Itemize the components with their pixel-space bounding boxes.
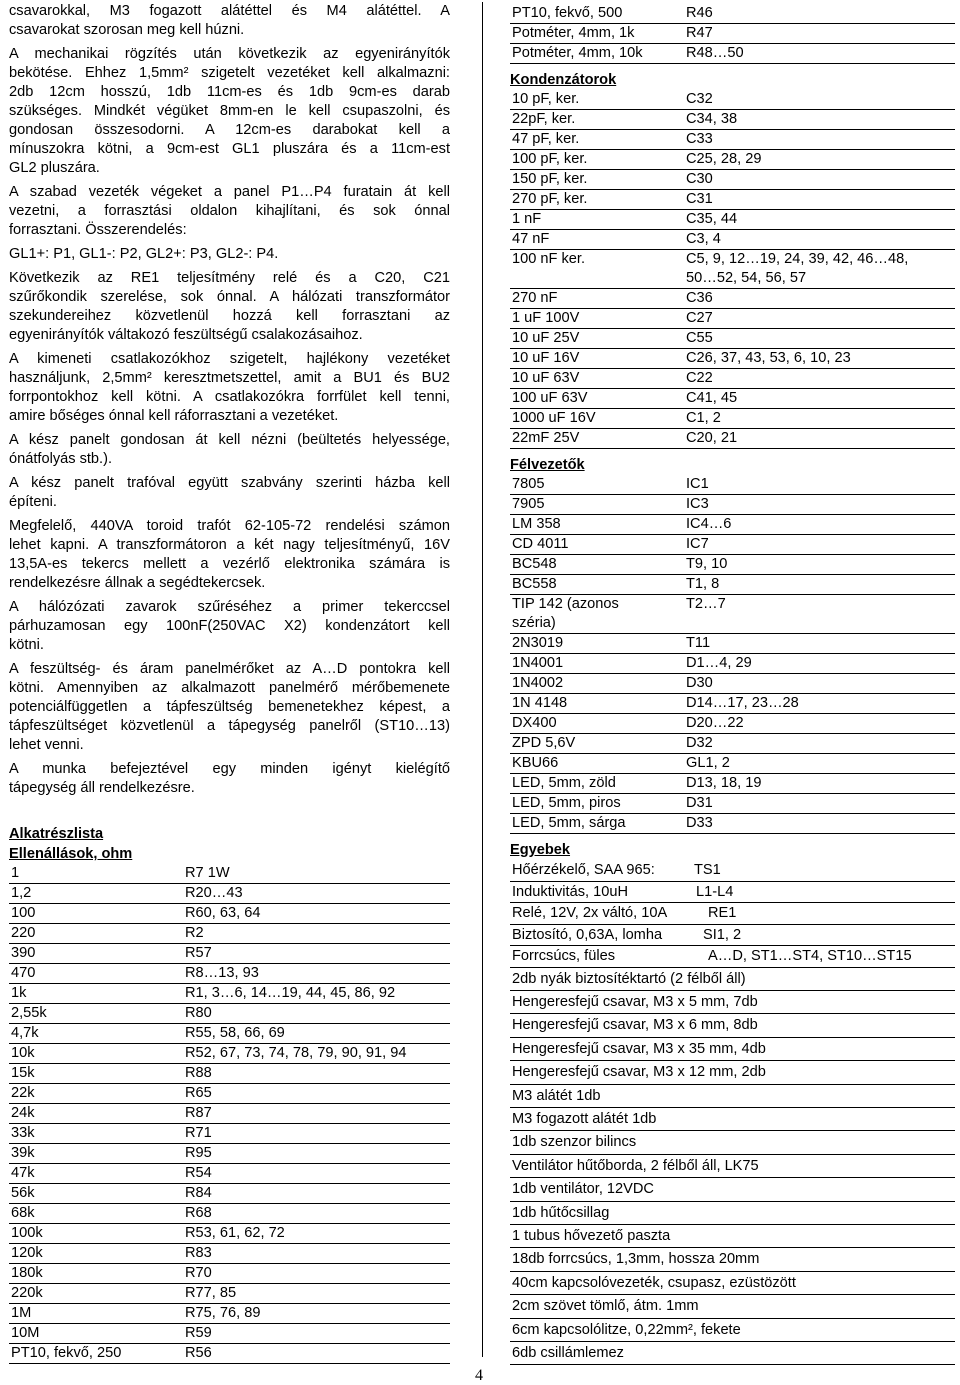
potentiometers-table <box>510 4 955 64</box>
part-designators: C32 <box>684 90 955 110</box>
resistor-designators: R52, 67, 73, 74, 78, 79, 90, 91, 94 <box>183 1044 450 1064</box>
part-name: BC548 <box>510 555 684 575</box>
text-line: A hálózózati zavarok szűréséhez a primer tekerccsel <box>9 599 450 615</box>
text-line: egyenirányítók váltakozó feszültségű csalakozásaihoz. <box>9 327 363 343</box>
paragraph <box>9 660 450 755</box>
paragraph <box>9 517 450 593</box>
table-row <box>510 90 955 110</box>
table-row <box>510 409 955 429</box>
other-item: M3 fogazott alátét 1db <box>510 1108 955 1131</box>
resistor-value: 22k <box>9 1084 183 1104</box>
table-row <box>9 1244 450 1264</box>
table-row <box>510 674 955 694</box>
capacitors-heading: Kondenzátorok <box>510 72 617 88</box>
table-row <box>510 230 955 250</box>
text-line: kötni. Amennyiben az alkalmazott panelmérő mérőbemenete <box>9 680 450 696</box>
paragraph <box>9 350 450 426</box>
table-row <box>9 964 450 984</box>
table-row <box>9 1284 450 1304</box>
other-item: 2db nyák biztosítéktartó (2 félből áll) <box>510 968 955 991</box>
part-continuation: széria) <box>512 615 556 631</box>
table-row <box>510 495 955 515</box>
table-row <box>510 329 955 349</box>
other-item: 2cm szövet tömlő, átm. 1mm <box>510 1295 955 1318</box>
table-row <box>510 694 955 714</box>
part-name: 22pF, ker. <box>510 110 684 130</box>
other-item: Ventilátor hűtőborda, 2 félből áll, LK75 <box>510 1155 955 1178</box>
text-line: A feszültség- és áram panelmérőket az A…D pontokra kell <box>9 661 450 677</box>
part-designators: D32 <box>684 734 955 754</box>
text-line: kötni. <box>9 637 44 653</box>
table-row <box>9 864 450 884</box>
part-name: 1 nF <box>510 210 684 230</box>
resistor-designators: R53, 61, 62, 72 <box>183 1224 450 1244</box>
table-row <box>510 634 955 654</box>
table-row <box>9 1144 450 1164</box>
other-heading: Egyebek <box>510 842 571 858</box>
other-item: 40cm kapcsolóvezeték, csupasz, ezüstözött <box>510 1272 955 1295</box>
other-part-row <box>510 925 955 947</box>
text-line: 13,5A-es tekercs mellett a vezérlő elektronika számára is <box>9 556 450 572</box>
text-line: szekundereihez közvetlenül hozzá kell forrasztani az <box>9 308 450 324</box>
right-column <box>510 4 955 1365</box>
text-line: építeni. <box>9 494 57 510</box>
table-row <box>510 309 955 329</box>
resistor-value: 56k <box>9 1184 183 1204</box>
part-name: Forrcsúcs, füles <box>512 948 615 964</box>
text-line: mínuszokra kötni, a 9cm-est GL1 pluszára és a 11cm-est <box>9 141 450 157</box>
text-line: Megfelelő, 440VA toroid trafót 62-105-72 rendelési számon <box>9 518 450 534</box>
resistors-heading: Ellenállások, ohm <box>9 846 133 862</box>
paragraph <box>9 2 450 40</box>
part-designators-line: C5, 9, 12…19, 24, 39, 42, 46…48, <box>686 251 909 267</box>
table-row <box>510 429 955 449</box>
resistor-value: 4,7k <box>9 1024 183 1044</box>
part-designators: C27 <box>684 309 955 329</box>
resistor-value: 120k <box>9 1244 183 1264</box>
part-name: 1000 uF 16V <box>510 409 684 429</box>
part-designators: C26, 37, 43, 53, 6, 10, 23 <box>684 349 955 369</box>
other-item: 1db ventilátor, 12VDC <box>510 1178 955 1201</box>
part-name: LED, 5mm, sárga <box>510 814 684 834</box>
part-name: Induktivitás, 10uH <box>512 883 629 900</box>
part-designators: T11 <box>684 634 955 654</box>
part-designators: C34, 38 <box>684 110 955 130</box>
part-name: LED, 5mm, piros <box>510 794 684 814</box>
other-item: Hengeresfejű csavar, M3 x 12 mm, 2db <box>510 1061 955 1084</box>
text-line: 2db 12cm hosszú, 1db 11cm-es és 1db 9cm-es darab <box>9 84 450 100</box>
part-name: 10 uF 16V <box>510 349 684 369</box>
part-name: 1 uF 100V <box>510 309 684 329</box>
text-line: lehet venni. <box>9 737 84 753</box>
text-line: bekötése. Ehhez 1,5mm² szigetelt vezetéket kell alkalmazni: <box>9 65 450 81</box>
table-row <box>510 575 955 595</box>
table-row <box>510 654 955 674</box>
table-row <box>9 1344 450 1364</box>
resistor-designators: R56 <box>183 1344 450 1364</box>
part-name: DX400 <box>510 714 684 734</box>
paragraph <box>9 245 450 264</box>
resistor-value: 100 <box>9 904 183 924</box>
part-name: 1N 4148 <box>510 694 684 714</box>
resistor-designators: R77, 85 <box>183 1284 450 1304</box>
part-designators: A…D, ST1…ST4, ST10…ST15 <box>708 948 912 964</box>
part-designators: D20…22 <box>684 714 955 734</box>
table-row <box>510 734 955 754</box>
text-line: használjunk, 2,5mm² keresztmetszettel, amit a BU1 és BU2 <box>9 370 450 386</box>
part-designators: C41, 45 <box>684 389 955 409</box>
part-designators: RE1 <box>708 905 737 921</box>
other-item: 6cm kapcsolólitze, 0,22mm², fekete <box>510 1319 955 1342</box>
part-designators: C35, 44 <box>684 210 955 230</box>
text-line: lehet kapni. A transzformátoron a két nagy teljesítményű, 16V <box>9 537 450 553</box>
part-designators: SI1, 2 <box>703 926 742 943</box>
part-designators <box>684 250 955 289</box>
table-row <box>9 1064 450 1084</box>
other-item: M3 alátét 1db <box>510 1085 955 1108</box>
text-line: szükséges. Mindkét végüket 8mm-en le kell csupaszolni, és <box>9 103 450 119</box>
part-name: PT10, fekvő, 500 <box>510 4 684 24</box>
table-row <box>9 1164 450 1184</box>
part-name: 47 nF <box>510 230 684 250</box>
part-name: Potméter, 4mm, 10k <box>510 44 684 64</box>
resistor-value: 220k <box>9 1284 183 1304</box>
other-part-row <box>510 860 955 882</box>
text-line: rendelkezésre állnak a segédtekercsek. <box>9 575 266 591</box>
part-designators: T9, 10 <box>684 555 955 575</box>
table-row <box>9 1224 450 1244</box>
table-row <box>9 1304 450 1324</box>
table-row <box>510 190 955 210</box>
part-designators: IC4…6 <box>684 515 955 535</box>
part-name: ZPD 5,6V <box>510 734 684 754</box>
part-designators: IC1 <box>684 475 955 495</box>
text-line: Következik az RE1 teljesítmény relé és a C20, C21 <box>9 270 450 286</box>
table-row <box>9 1104 450 1124</box>
table-row <box>510 389 955 409</box>
part-designators: C31 <box>684 190 955 210</box>
table-row <box>9 1264 450 1284</box>
other-item: 1db hűtőcsillag <box>510 1202 955 1225</box>
table-row <box>510 475 955 495</box>
part-designators: R47 <box>684 24 955 44</box>
part-designators: C30 <box>684 170 955 190</box>
part-designators: C20, 21 <box>684 429 955 449</box>
resistor-designators: R88 <box>183 1064 450 1084</box>
resistor-value: 68k <box>9 1204 183 1224</box>
table-row <box>9 924 450 944</box>
resistor-designators: R54 <box>183 1164 450 1184</box>
other-item: Hengeresfejű csavar, M3 x 5 mm, 7db <box>510 991 955 1014</box>
text-line: A szabad vezeték végeket a panel P1…P4 furatain át kell <box>9 184 450 200</box>
resistor-designators: R65 <box>183 1084 450 1104</box>
part-name: TIP 142 (azonos <box>510 595 684 634</box>
resistor-designators: R68 <box>183 1204 450 1224</box>
other-item: Hengeresfejű csavar, M3 x 35 mm, 4db <box>510 1038 955 1061</box>
resistor-designators: R7 1W <box>183 864 450 884</box>
resistor-designators: R71 <box>183 1124 450 1144</box>
table-row <box>510 110 955 130</box>
table-row <box>510 24 955 44</box>
part-name: 10 uF 25V <box>510 329 684 349</box>
table-row <box>510 774 955 794</box>
table-row <box>510 4 955 24</box>
resistor-designators: R75, 76, 89 <box>183 1304 450 1324</box>
table-row <box>9 984 450 1004</box>
part-designators: R46 <box>684 4 955 24</box>
part-name: 2N3019 <box>510 634 684 654</box>
table-row <box>9 904 450 924</box>
resistor-value: PT10, fekvő, 250 <box>9 1344 183 1364</box>
resistor-designators: R87 <box>183 1104 450 1124</box>
part-designators: C25, 28, 29 <box>684 150 955 170</box>
resistor-value: 33k <box>9 1124 183 1144</box>
other-item: Hengeresfejű csavar, M3 x 6 mm, 8db <box>510 1014 955 1037</box>
resistor-designators: R57 <box>183 944 450 964</box>
part-name: 22mF 25V <box>510 429 684 449</box>
text-line: vezetni, a forrasztási oldalon kihajlítani, és sok ónnal <box>9 203 450 219</box>
part-designators: IC7 <box>684 535 955 555</box>
resistor-designators: R8…13, 93 <box>183 964 450 984</box>
resistor-value: 1k <box>9 984 183 1004</box>
part-name: CD 4011 <box>510 535 684 555</box>
part-designators: IC3 <box>684 495 955 515</box>
part-name: 270 pF, ker. <box>510 190 684 210</box>
paragraph <box>9 474 450 512</box>
table-row <box>510 170 955 190</box>
table-row <box>510 130 955 150</box>
table-row <box>510 44 955 64</box>
part-designators: C22 <box>684 369 955 389</box>
resistor-value: 470 <box>9 964 183 984</box>
resistor-value: 390 <box>9 944 183 964</box>
column-divider <box>482 2 483 1357</box>
text-line: tápegység áll rendelkezésre. <box>9 780 195 796</box>
text-line: A kész panelt gondosan át kell nézni (beültetés helyessége, <box>9 432 450 448</box>
part-name: KBU66 <box>510 754 684 774</box>
resistor-designators: R80 <box>183 1004 450 1024</box>
table-row <box>9 1084 450 1104</box>
other-item: 1db szenzor bilincs <box>510 1131 955 1154</box>
table-row <box>9 1324 450 1344</box>
part-name: 47 pF, ker. <box>510 130 684 150</box>
text-line: GL2 pluszára. <box>9 160 100 176</box>
part-name: 100 uF 63V <box>510 389 684 409</box>
text-line: GL1+: P1, GL1-: P2, GL2+: P3, GL2-: P4. <box>9 246 279 262</box>
resistor-designators: R1, 3…6, 14…19, 44, 45, 86, 92 <box>183 984 450 1004</box>
text-line: A munka befejeztével egy minden igényt kielégítő <box>9 761 450 777</box>
part-designators: C1, 2 <box>684 409 955 429</box>
resistor-value: 24k <box>9 1104 183 1124</box>
part-designators: D31 <box>684 794 955 814</box>
part-name: 1N4002 <box>510 674 684 694</box>
text-line: gondosan összesodorni. A 12cm-es darabokat kell a <box>9 122 450 138</box>
text-line: csavarokat szorosan meg kell húzni. <box>9 22 245 38</box>
table-row <box>510 555 955 575</box>
text-line: szűrőkondik szerelése, sok ónnal. A hálózati transzformátor <box>9 289 450 305</box>
part-name: 10 pF, ker. <box>510 90 684 110</box>
part-name: 100 pF, ker. <box>510 150 684 170</box>
capacitors-table <box>510 90 955 449</box>
part-name: 1N4001 <box>510 654 684 674</box>
part-designators: D33 <box>684 814 955 834</box>
part-name: 7905 <box>510 495 684 515</box>
part-name: 150 pF, ker. <box>510 170 684 190</box>
semis-table <box>510 475 955 834</box>
resistor-designators: R70 <box>183 1264 450 1284</box>
text-line: A kész panelt trafóval együtt szabvány szerinti házba kell <box>9 475 450 491</box>
other-part-row <box>510 946 955 968</box>
resistor-designators: R95 <box>183 1144 450 1164</box>
part-designators: D30 <box>684 674 955 694</box>
page-number: 4 <box>475 1367 483 1384</box>
table-row <box>9 1024 450 1044</box>
other-item: 18db forrcsúcs, 1,3mm, hossza 20mm <box>510 1248 955 1271</box>
text-line: A kimeneti csatlakozókhoz szigetelt, hajlékony vezetéket <box>9 351 450 367</box>
table-row <box>9 884 450 904</box>
table-row <box>510 794 955 814</box>
text-line: forrasztani. Összerendelés: <box>9 222 187 238</box>
resistors-table <box>9 864 450 1364</box>
part-designators: C33 <box>684 130 955 150</box>
part-designators: D1…4, 29 <box>684 654 955 674</box>
resistor-designators: R55, 58, 66, 69 <box>183 1024 450 1044</box>
part-name: 10 uF 63V <box>510 369 684 389</box>
resistor-value: 10M <box>9 1324 183 1344</box>
text-line: ónátfolyás stb.). <box>9 451 113 467</box>
resistor-value: 100k <box>9 1224 183 1244</box>
table-row <box>9 1004 450 1024</box>
text-line: forrpontokhoz kell kötni. A csatlakozókra forrfület kell tenni, <box>9 389 450 405</box>
table-row <box>9 1184 450 1204</box>
text-line: tápfeszültséget közvetlenül a tápegység panelről (ST10…13) <box>9 718 450 734</box>
part-name: 100 nF ker. <box>510 250 684 289</box>
left-column <box>9 2 450 1364</box>
paragraph <box>9 431 450 469</box>
paragraph <box>9 598 450 655</box>
part-name: Hőérzékelő, SAA 965: <box>512 862 655 878</box>
resistor-value: 15k <box>9 1064 183 1084</box>
resistor-designators: R83 <box>183 1244 450 1264</box>
resistor-designators: R2 <box>183 924 450 944</box>
resistor-value: 1M <box>9 1304 183 1324</box>
resistor-value: 220 <box>9 924 183 944</box>
part-designators: TS1 <box>694 862 721 878</box>
table-row <box>510 535 955 555</box>
text-line: potenciálfüggetlen a tápfeszültség bemenetekhez képest, a <box>9 699 450 715</box>
part-continuation: 50…52, 54, 56, 57 <box>686 270 807 286</box>
text-line: A mechanikai rögzítés után következik az egyenirányítók <box>9 46 450 62</box>
part-name: 270 nF <box>510 289 684 309</box>
paragraph <box>9 760 450 798</box>
table-row <box>9 1204 450 1224</box>
other-item: 1 tubus hővezető paszta <box>510 1225 955 1248</box>
text-line: csavarokkal, M3 fogazott alátéttel és M4 alátéttel. A <box>9 3 450 19</box>
part-name: Potméter, 4mm, 1k <box>510 24 684 44</box>
resistor-value: 47k <box>9 1164 183 1184</box>
part-designators: T1, 8 <box>684 575 955 595</box>
part-designators: C36 <box>684 289 955 309</box>
part-designators: D14…17, 23…28 <box>684 694 955 714</box>
table-row <box>510 349 955 369</box>
part-name: 7805 <box>510 475 684 495</box>
semiconductors-heading: Félvezetők <box>510 457 585 473</box>
table-row <box>9 944 450 964</box>
part-designators: GL1, 2 <box>684 754 955 774</box>
table-row <box>510 250 955 289</box>
table-row <box>510 369 955 389</box>
table-row <box>9 1124 450 1144</box>
table-row <box>510 515 955 535</box>
table-row <box>9 1044 450 1064</box>
resistor-designators: R59 <box>183 1324 450 1344</box>
resistor-value: 1,2 <box>9 884 183 904</box>
part-designators: D13, 18, 19 <box>684 774 955 794</box>
resistor-value: 180k <box>9 1264 183 1284</box>
table-row <box>510 714 955 734</box>
table-row <box>510 289 955 309</box>
table-row <box>510 595 955 634</box>
resistor-value: 2,55k <box>9 1004 183 1024</box>
table-row <box>510 814 955 834</box>
part-name: BC558 <box>510 575 684 595</box>
table-row <box>510 150 955 170</box>
paragraph <box>9 183 450 240</box>
part-designators: L1-L4 <box>696 883 734 900</box>
resistor-designators: R20…43 <box>183 884 450 904</box>
other-part-row <box>510 903 955 925</box>
part-name: Relé, 12V, 2x váltó, 10A <box>512 905 668 921</box>
resistor-value: 39k <box>9 1144 183 1164</box>
resistor-value: 1 <box>9 864 183 884</box>
other-item: 6db csillámlemez <box>510 1342 955 1365</box>
part-designators-line: T2…7 <box>686 596 726 612</box>
table-row <box>510 210 955 230</box>
part-designators: R48…50 <box>684 44 955 64</box>
text-line: amire bőséges ónnal kell ráforrasztani a vezetéket. <box>9 408 339 424</box>
resistor-value: 10k <box>9 1044 183 1064</box>
other-part-row <box>510 882 955 904</box>
part-name: LM 358 <box>510 515 684 535</box>
resistor-designators: R84 <box>183 1184 450 1204</box>
part-name: Biztosító, 0,63A, lomha <box>512 926 663 943</box>
paragraph <box>9 45 450 178</box>
paragraph <box>9 269 450 345</box>
table-row <box>510 754 955 774</box>
parts-list-title: Alkatrészlista <box>9 826 104 842</box>
resistor-designators: R60, 63, 64 <box>183 904 450 924</box>
text-line: párhuzamosan egy 100nF(250VAC X2) kondenzátort kell <box>9 618 450 634</box>
part-designators: C3, 4 <box>684 230 955 250</box>
part-designators: C55 <box>684 329 955 349</box>
part-name: LED, 5mm, zöld <box>510 774 684 794</box>
